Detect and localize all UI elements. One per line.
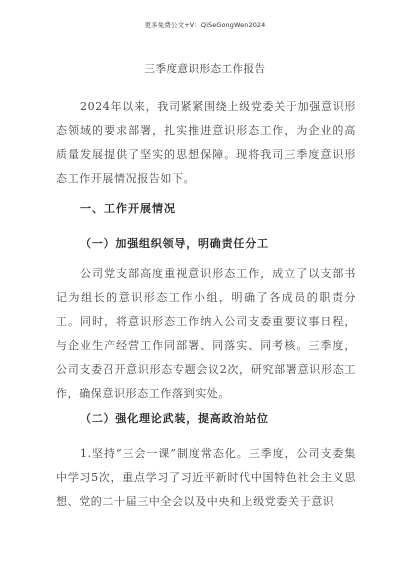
subsection-1-paragraph: 公司党支部高度重视意识形态工作，成立了以支部书记为组长的意识形态工作小组，明确了各成员的职责分工。同时，将意识形态工作纳入公司支委重要议事日程，与企业生产经营工作同部署、同落实、同考核。三季度，公司支委召开意识形态专题会议2次，研究部署意识形态工作，确保意识形态工作落到实处。 [56, 267, 356, 400]
intro-paragraph: 2024年以来，我司紧紧围绕上级党委关于加强意识形态领域的要求部署，扎实推进意识形态工作，为企业的高质量发展提供了坚实的思想保障。现将我司三季度意识形态工作开展情况报告如下。 [56, 100, 356, 185]
section-heading-1: 一、工作开展情况 [80, 202, 176, 215]
subsection-heading-1: （一）加强组织领导，明确责任分工 [80, 237, 269, 250]
subsection-heading-2: （二）强化理论武装，提高政治站位 [80, 412, 269, 425]
header-promo-note: 更多免费公文+V：QiSeGongWen2024 [144, 21, 266, 29]
document-title: 三季度意识形态工作报告 [144, 63, 266, 75]
subsection-2-paragraph: 1.坚持“三会一课”制度常态化。三季度，公司支委集中学习5次，重点学习了习近平新时代中国特色社会主义思想、党的二十届三中全会以及中央和上级党委关于意识 [56, 447, 356, 508]
